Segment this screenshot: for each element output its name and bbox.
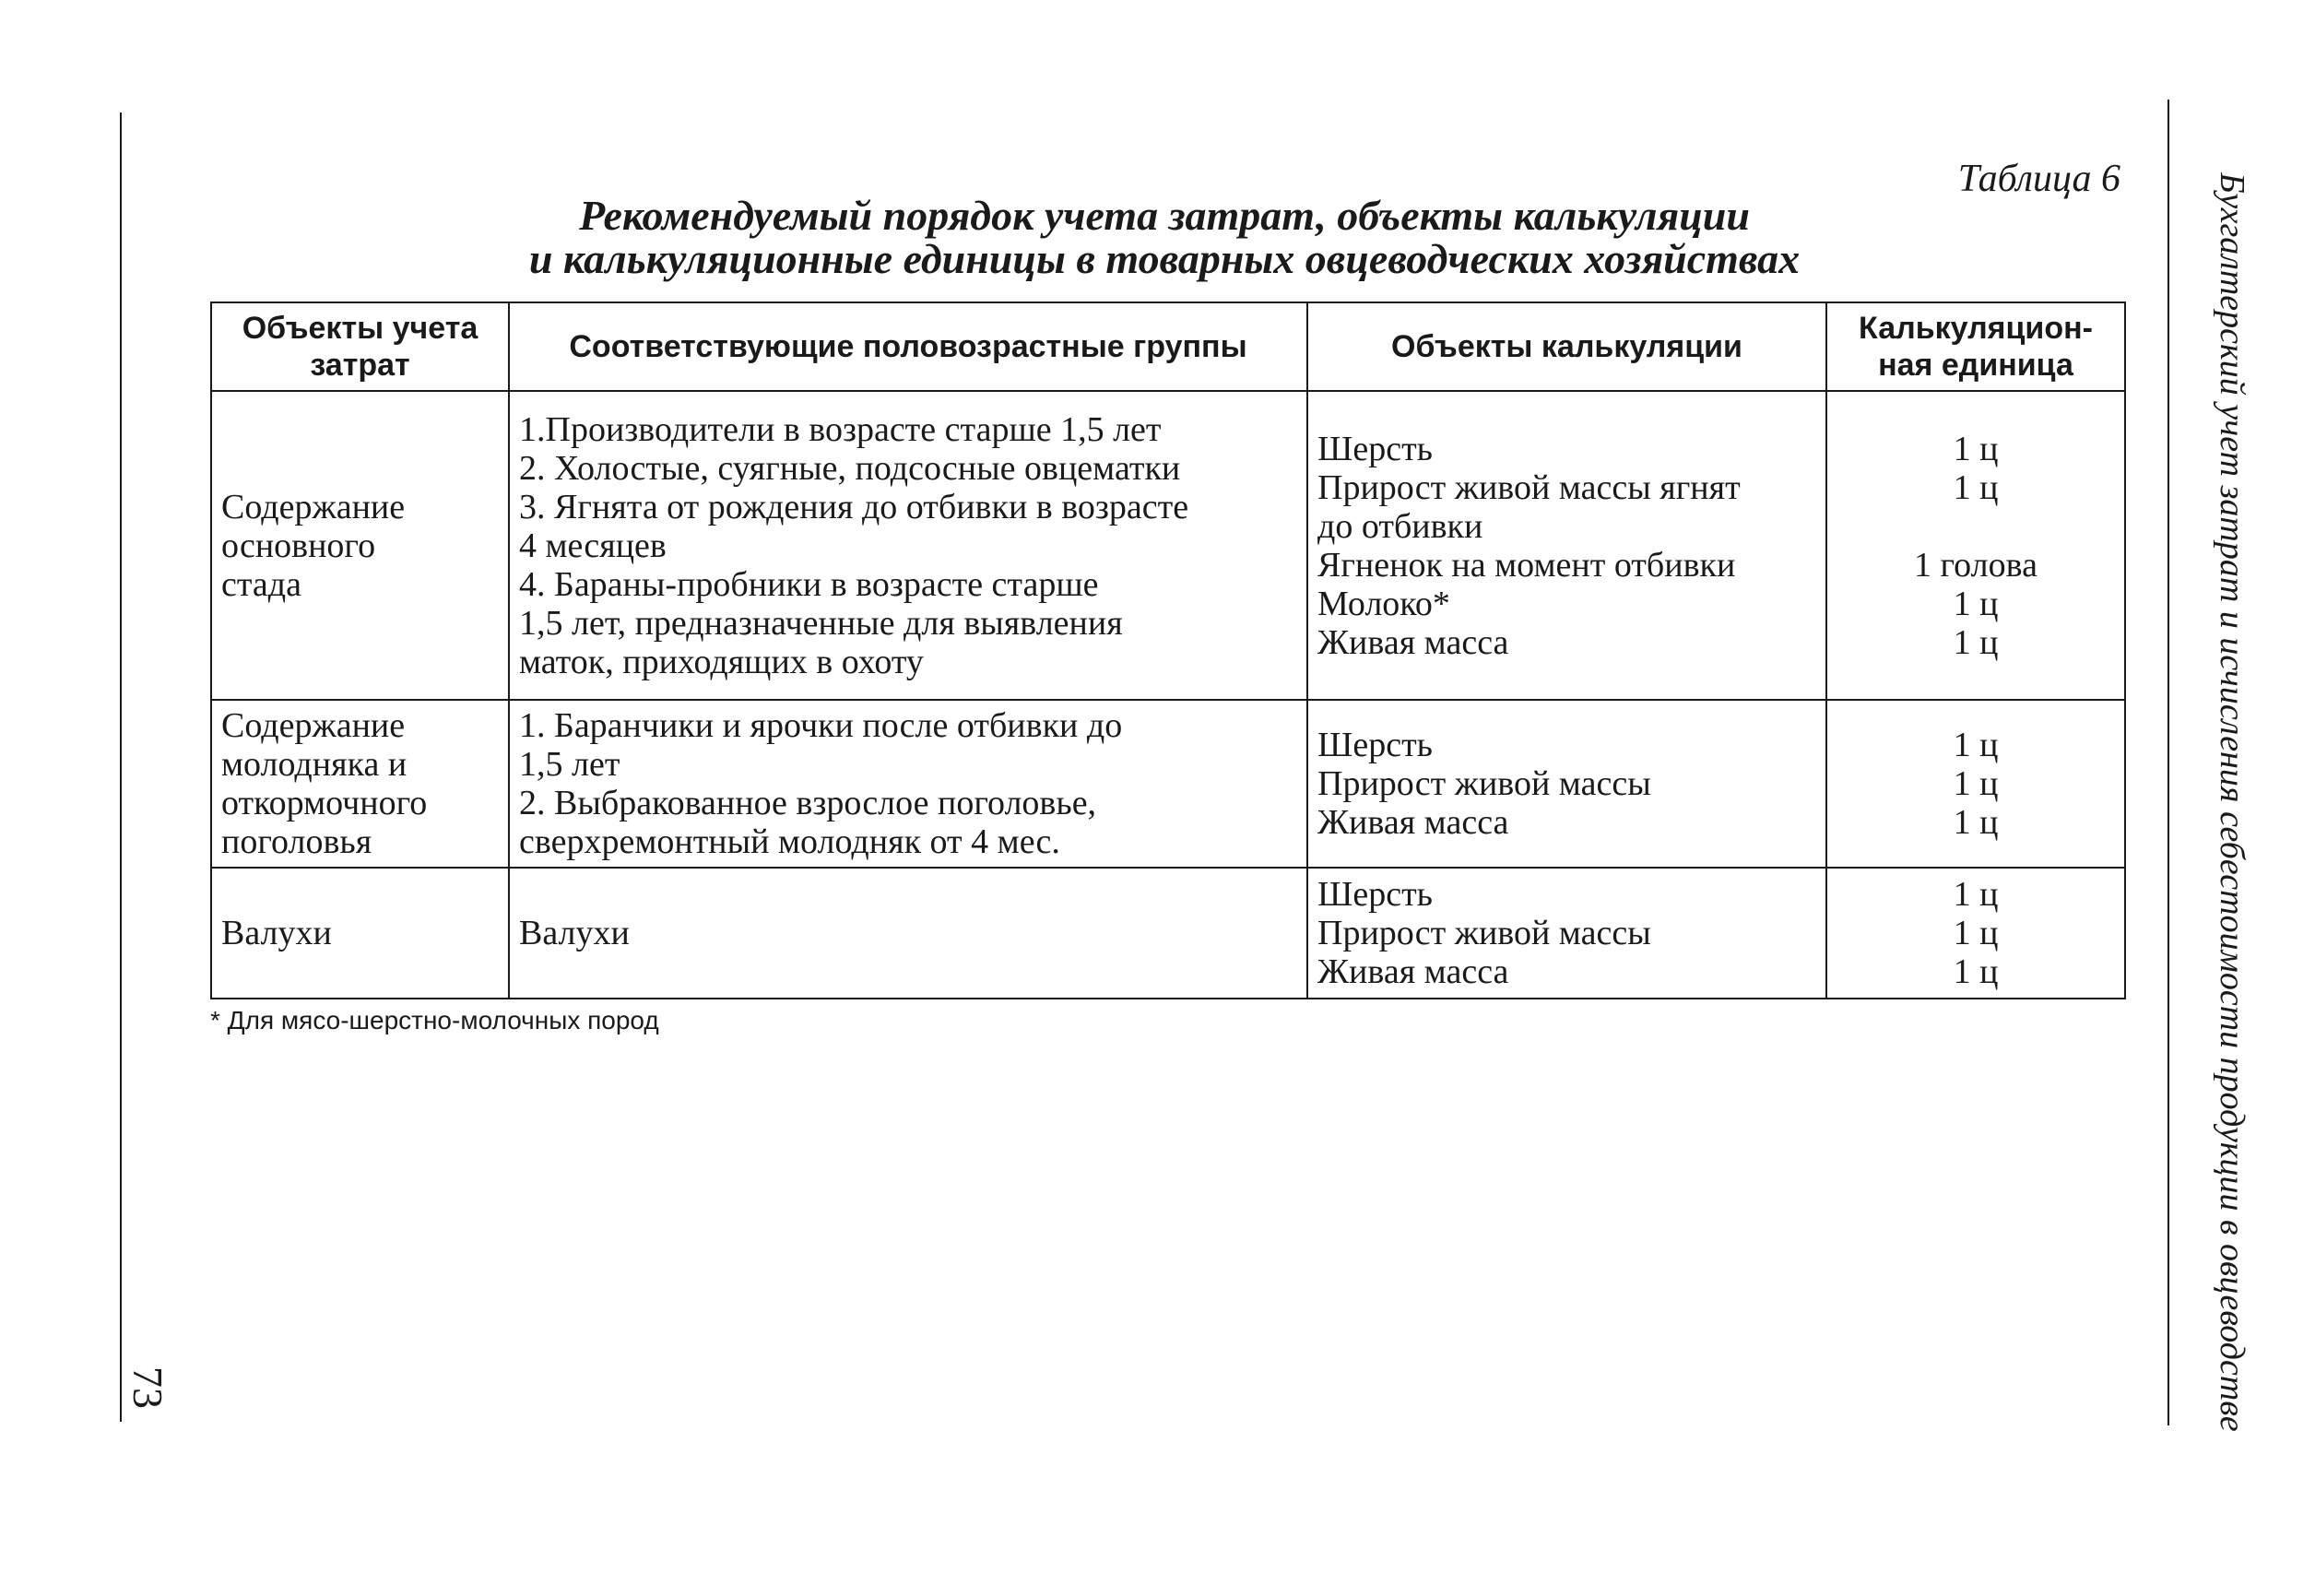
calc-unit-cell — [1826, 391, 2125, 700]
cell-line: 1 ц — [1953, 429, 1999, 468]
cell-line: Содержание — [221, 487, 406, 526]
cost-object-cell — [211, 868, 509, 999]
cell-line: 1 ц — [1953, 726, 1999, 764]
cell-line: Живая масса — [1317, 803, 1509, 842]
table-title — [210, 194, 2119, 280]
header-age-groups: Соответствующие половозрастные группы — [509, 302, 1307, 391]
running-head — [2201, 166, 2263, 1438]
age-groups-cell — [509, 868, 1307, 999]
cell-line: 1.Производители в возрасте старше 1,5 лет — [519, 409, 1162, 449]
cell-line: 1 ц — [1953, 914, 1999, 952]
cell-line: 4. Бараны-пробники в возрасте старше — [519, 564, 1099, 604]
cell-line: 1 голова — [1914, 545, 2037, 585]
cell-line: Валухи — [221, 914, 332, 952]
cell-line: Прирост живой массы ягнят — [1317, 467, 1741, 507]
table-row — [211, 391, 2125, 700]
table-label: Таблица 6 — [1957, 158, 2120, 200]
cell-line: Молоко* — [1317, 584, 1450, 623]
cell-line: 1 ц — [1953, 952, 1999, 991]
header-cost-objects: Объекты учета затрат — [211, 302, 509, 391]
cell-line: Содержание — [221, 706, 406, 745]
age-groups-cell — [509, 700, 1307, 868]
cell-line: Прирост живой массы — [1317, 764, 1651, 803]
cell-line: откормочного — [221, 784, 428, 822]
cell-line: Шерсть — [1317, 429, 1434, 468]
calc-unit-cell — [1826, 868, 2125, 999]
calc-objects-cell — [1307, 700, 1826, 868]
age-groups-cell — [509, 391, 1307, 700]
cell-line: 2. Выбракованное взрослое поголовье, — [519, 784, 1097, 822]
table-row — [211, 868, 2125, 999]
cell-line: 1,5 лет, предназначенные для выявления — [519, 603, 1123, 643]
cost-accounting-table — [210, 301, 2126, 999]
cell-line: Ягненок на момент отбивки — [1317, 545, 1736, 585]
cost-object-cell — [211, 391, 509, 700]
cell-line: 1 ц — [1953, 467, 1999, 507]
cell-line: 2. Холостые, суягные, подсосные овцематки — [519, 448, 1181, 488]
cell-line: 1. Баранчики и ярочки после отбивки до — [519, 706, 1123, 745]
cell-line: стада — [221, 564, 302, 604]
table-header-row — [211, 302, 2125, 391]
cell-line: Живая масса — [1317, 622, 1509, 662]
table-title-line-1: Рекомендуемый порядок учета затрат, объекты калькуляции — [579, 192, 1750, 239]
calc-objects-cell — [1307, 868, 1826, 999]
table-title-line-2: и калькуляционные единицы в товарных овцеводческих хозяйствах — [528, 235, 1801, 282]
cell-line: Шерсть — [1317, 875, 1434, 914]
cell-line: 4 месяцев — [519, 526, 667, 565]
cell-line: маток, приходящих в охоту — [519, 642, 924, 681]
cell-line: Шерсть — [1317, 726, 1434, 764]
cell-line — [1837, 507, 2115, 546]
cell-line: Живая масса — [1317, 952, 1509, 991]
cell-line: 1 ц — [1953, 875, 1999, 914]
cell-line: основного — [221, 526, 376, 565]
cell-line: Прирост живой массы — [1317, 914, 1651, 952]
table-row — [211, 700, 2125, 868]
cell-line: сверхремонтный молодняк от 4 мес. — [519, 822, 1060, 861]
cell-line: поголовья — [221, 822, 372, 861]
page-number: 73 — [124, 1366, 171, 1409]
header-calc-unit: Калькуляцион-ная единица — [1826, 302, 2125, 391]
cell-line: Валухи — [519, 914, 630, 952]
cell-line: до отбивки — [1317, 506, 1483, 546]
cost-object-cell — [211, 700, 509, 868]
cell-line: 1 ц — [1953, 764, 1999, 803]
calc-objects-cell — [1307, 391, 1826, 700]
cell-line: 3. Ягнята от рождения до отбивки в возрасте — [519, 487, 1189, 526]
cell-line: 1,5 лет — [519, 745, 620, 784]
cell-line: 1 ц — [1953, 622, 1999, 662]
footnote: * Для мясо-шерстно-молочных пород — [210, 1006, 659, 1034]
calc-unit-cell — [1826, 700, 2125, 868]
cell-line: 1 ц — [1953, 803, 1999, 842]
cell-line: молодняка и — [221, 745, 407, 784]
header-calc-objects: Объекты калькуляции — [1307, 302, 1826, 391]
running-head-text: Бухгалтерский учет затрат и исчисления себестоимости продукции в овцеводстве — [2213, 172, 2251, 1432]
left-margin-rule — [120, 112, 122, 1422]
cell-line: 1 ц — [1953, 584, 1999, 623]
right-margin-rule — [2167, 100, 2169, 1425]
